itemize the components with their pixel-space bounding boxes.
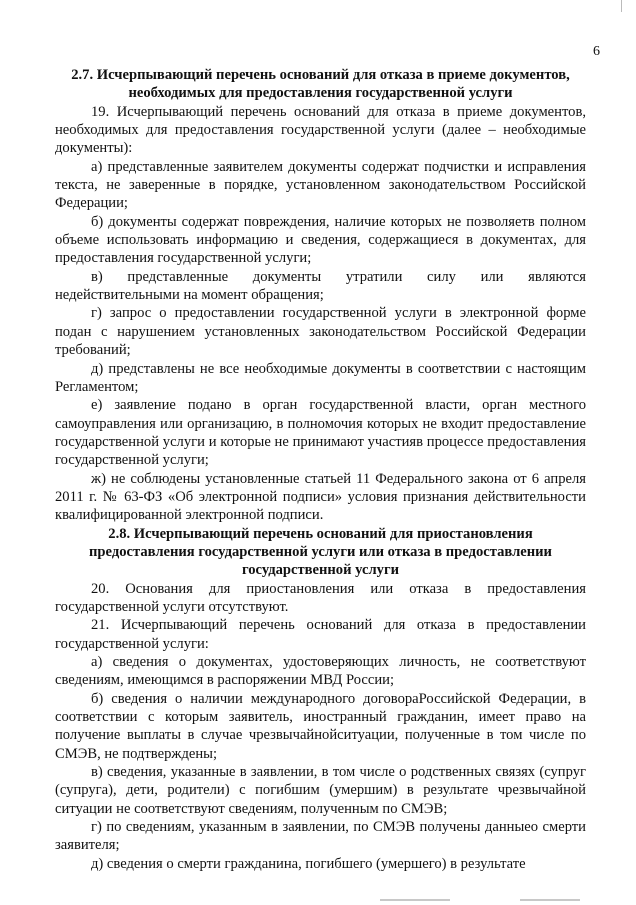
item-21-b: б) сведения о наличии международного договораРоссийской Федерации, в соответствии с которым заявитель, иностранный гражданин, имеет право на получение выплаты в случае чрезвычайнойситуации, полученные в том числе по СМЭВ, не подтверждены; [55, 690, 586, 762]
item-21-a: а) сведения о документах, удостоверяющих личность, не соответствуют сведениям, имеющимся в распоряжении МВД России; [55, 654, 586, 689]
item-21-g: г) по сведениям, указанным в заявлении, по СМЭВ получены данныео смерти заявителя; [55, 819, 586, 854]
item-21-v: в) сведения, указанные в заявлении, в том числе о родственных связях (супруг (супруга), дети, родители) с погибшим (умершим) в результате чрезвычайной ситуации не соответствуют сведениям, полученным по СМЭВ; [55, 764, 586, 817]
page-content [55, 66, 586, 873]
scan-artifact [520, 899, 580, 901]
paragraph-21: 21. Исчерпывающий перечень оснований для отказа в предоставлении государственной услуги: [55, 617, 586, 652]
page-number: 6 [593, 44, 600, 59]
item-19-v: в) представленные документы утратили силу или являются недействительными на момент обращения; [55, 268, 586, 304]
section-heading-2-7: 2.7. Исчерпывающий перечень оснований для отказа в приеме документов, необходимых для предоставления государственной услуги [71, 67, 570, 102]
paragraph-20: 20. Основания для приостановления или отказа в предоставления государственной услуги отсутствуют. [55, 580, 586, 615]
scan-artifact [380, 899, 450, 901]
scan-mark [621, 0, 622, 12]
item-21-d: д) сведения о смерти гражданина, погибшего (умершего) в результате [91, 855, 526, 872]
item-19-a: а) представленные заявителем документы содержат подчистки и исправления текста, не заверенные в порядке, установленном законодательством Российской Федерации; [55, 158, 586, 212]
item-19-e: е) заявление подано в орган государственной власти, орган местного самоуправления или организацию, в полномочия которых не входит предоставление государственной услуги и которые не принимают участияв процессе предоставления государственной услуги; [55, 397, 586, 469]
section-heading-2-8: 2.8. Исчерпывающий перечень оснований для приостановления предоставления государственной услуги или отказа в предоставлении государственной услуги [89, 525, 552, 579]
item-19-d: д) представлены не все необходимые документы в соответствии с настоящим Регламентом; [55, 360, 586, 395]
item-19-b: б) документы содержат повреждения, наличие которых не позволяетв полном объеме использовать информацию и сведения, содержащиеся в документах, для предоставления государственной услуги; [55, 213, 586, 267]
paragraph-19: 19. Исчерпывающий перечень оснований для отказа в приеме документов, необходимых для предоставления государственной услуги (далее – необходимые документы): [55, 103, 586, 157]
item-19-zh: ж) не соблюдены установленные статьей 11 Федерального закона от 6 апреля 2011 г. № 63-ФЗ «Об электронной подписи» условия признания действительности квалифицированной электронной подписи. [55, 470, 586, 524]
item-19-g: г) запрос о предоставлении государственной услуги в электронной форме подан с нарушением установленных законодательством Российской Федерации требований; [55, 305, 586, 359]
